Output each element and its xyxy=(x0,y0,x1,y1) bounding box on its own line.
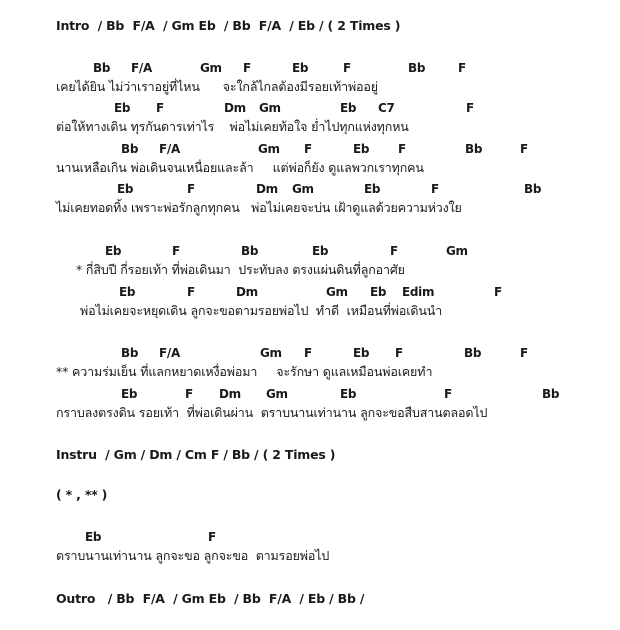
chord-label: Bb xyxy=(542,387,560,401)
chord-label: F xyxy=(185,387,193,401)
chord-label: Eb xyxy=(114,101,131,115)
chord-label: Gm xyxy=(200,61,222,75)
lyric-line: พ่อไม่เคยจะหยุดเดิน ลูกจะขอตามรอยพ่อไป ทำดี เหมือนที่พ่อเดินนำ xyxy=(80,303,443,318)
outro-progression: Outro / Bb F/A / Gm Eb / Bb F/A / Eb / Bb / xyxy=(56,591,365,606)
chord-label: F xyxy=(395,346,403,360)
chord-label: Bb xyxy=(121,346,139,360)
chord-label: F xyxy=(494,285,502,299)
chord-label: F xyxy=(343,61,351,75)
lyric-line: นานเหลือเกิน พ่อเดินจนเหนื่อยและล้า แต่พ่อก็ยัง ดูแลพวกเราทุกคน xyxy=(56,160,424,175)
chord-label: Gm xyxy=(292,182,314,196)
chord-label: F xyxy=(208,530,216,544)
chord-label: Eb xyxy=(292,61,309,75)
instru-progression: Instru / Gm / Dm / Cm F / Bb / ( 2 Times ) xyxy=(56,447,336,462)
lyric-line: เคยได้ยิน ไม่ว่าเราอยู่ที่ไหน จะใกล้ไกลต้องมีรอยเท้าพ่ออยู่ xyxy=(56,79,378,94)
chord-label: F/A xyxy=(131,61,152,75)
chord-label: Dm xyxy=(236,285,258,299)
chord-label: Edim xyxy=(402,285,435,299)
chord-label: F xyxy=(156,101,164,115)
chord-label: Bb xyxy=(121,142,139,156)
chord-label: F xyxy=(398,142,406,156)
lyric-line: ไม่เคยทอดทิ้ง เพราะพ่อรักลูกทุกคน พ่อไม่เคยจะบ่น เฝ้าดูแลด้วยความห่วงใย xyxy=(56,200,462,215)
chord-label: F xyxy=(390,244,398,258)
chord-label: Eb xyxy=(370,285,387,299)
chord-label: F xyxy=(304,142,312,156)
chord-label: Bb xyxy=(464,346,482,360)
chord-label: Dm xyxy=(219,387,241,401)
chord-label: Gm xyxy=(259,101,281,115)
chord-label: F xyxy=(172,244,180,258)
chord-label: Eb xyxy=(364,182,381,196)
chord-label: F xyxy=(187,182,195,196)
chord-label: Bb xyxy=(524,182,542,196)
chord-label: F xyxy=(431,182,439,196)
chord-label: Eb xyxy=(312,244,329,258)
chord-label: Gm xyxy=(326,285,348,299)
chord-label: Bb xyxy=(465,142,483,156)
chord-label: Gm xyxy=(260,346,282,360)
lyric-line: ตราบนานเท่านาน ลูกจะขอ ลูกจะขอ ตามรอยพ่อไป xyxy=(56,548,330,563)
chord-label: F xyxy=(458,61,466,75)
chord-label: F xyxy=(520,346,528,360)
chord-label: Bb xyxy=(93,61,111,75)
chord-label: F xyxy=(243,61,251,75)
chord-label: Gm xyxy=(266,387,288,401)
chord-label: F xyxy=(304,346,312,360)
chord-label: Eb xyxy=(85,530,102,544)
chord-label: Bb xyxy=(408,61,426,75)
chord-label: C7 xyxy=(378,101,395,115)
lyric-line: * กี่สิบปี กี่รอยเท้า ที่พ่อเดินมา ประทับลง ตรงแผ่นดินที่ลูกอาศัย xyxy=(76,262,405,277)
chord-label: F/A xyxy=(159,142,180,156)
chord-label: Dm xyxy=(256,182,278,196)
lyric-line: กราบลงตรงดิน รอยเท้า ที่พ่อเดินผ่าน ตราบนานเท่านาน ลูกจะขอสืบสานตลอดไป xyxy=(56,405,488,420)
intro-progression: Intro / Bb F/A / Gm Eb / Bb F/A / Eb / ( 2 Times ) xyxy=(56,18,401,33)
chord-label: F xyxy=(520,142,528,156)
chord-label: Eb xyxy=(353,142,370,156)
chord-label: F/A xyxy=(159,346,180,360)
chord-label: Eb xyxy=(340,387,357,401)
chord-label: F xyxy=(187,285,195,299)
chord-label: F xyxy=(466,101,474,115)
lyric-line: ** ความร่มเย็น ที่แลกหยาดเหงื่อพ่อมา จะรักษา ดูแลเหมือนพ่อเคยทำ xyxy=(56,364,433,379)
chord-label: F xyxy=(444,387,452,401)
repeat-marker: ( * , ** ) xyxy=(56,487,108,502)
chord-label: Bb xyxy=(241,244,259,258)
chord-label: Eb xyxy=(121,387,138,401)
chord-label: Eb xyxy=(340,101,357,115)
chord-label: Dm xyxy=(224,101,246,115)
chord-label: Eb xyxy=(117,182,134,196)
chord-label: Eb xyxy=(119,285,136,299)
chord-label: Gm xyxy=(258,142,280,156)
chord-label: Eb xyxy=(353,346,370,360)
lyric-line: ต่อให้ทางเดิน ทุรกันดารเท่าไร พ่อไม่เคยท้อใจ ย่ำไปทุกแห่งทุกหน xyxy=(56,119,409,134)
chord-label: Gm xyxy=(446,244,468,258)
chord-label: Eb xyxy=(105,244,122,258)
